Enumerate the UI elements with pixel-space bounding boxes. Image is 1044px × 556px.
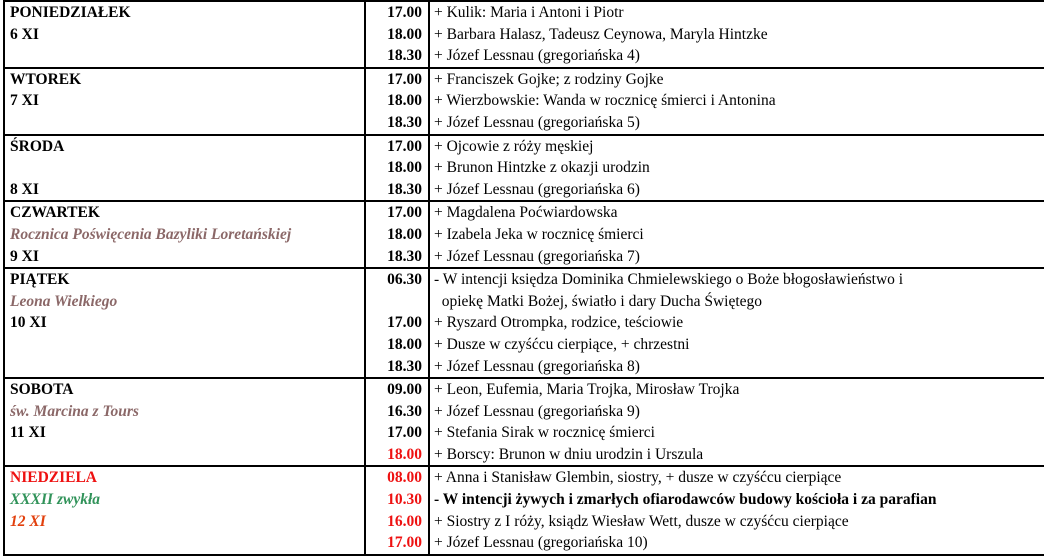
- mass-intention: + Józef Lessnau (gregoriańska 9): [434, 402, 640, 420]
- mass-time: 18.30: [387, 357, 422, 375]
- mass-time-cell: [365, 268, 429, 378]
- schedule-body: [4, 1, 1044, 555]
- mass-time-cell: [365, 68, 429, 135]
- day-row: [4, 68, 1044, 135]
- mass-intention: + Izabela Jeka w rocznicę śmierci: [434, 225, 644, 243]
- mass-intention: + Anna i Stanisław Glembin, siostry, + dusze w czyśćcu cierpiące: [434, 469, 842, 487]
- mass-intention: + Kulik: Maria i Antoni i Piotr: [434, 4, 624, 21]
- mass-time: 18.00: [387, 335, 422, 353]
- day-label-cell: [4, 268, 365, 378]
- mass-intention: + Magdalena Poćwiardowska: [434, 204, 618, 222]
- day-label-cell: [4, 201, 365, 268]
- day-row: [4, 268, 1044, 378]
- mass-time: 17.00: [387, 204, 422, 222]
- intention-cell: [429, 268, 1044, 378]
- mass-time: 17.00: [387, 534, 422, 552]
- mass-time: 18.30: [387, 180, 422, 198]
- mass-intention: + Brunon Hintzke z okazji urodzin: [434, 159, 650, 177]
- day-detail: 6 XI: [10, 25, 39, 43]
- mass-time-cell: [365, 378, 429, 466]
- mass-time: 18.00: [387, 225, 422, 243]
- intention-cell: [429, 378, 1044, 466]
- day-detail: 9 XI: [10, 247, 39, 265]
- mass-time-cell: [365, 1, 429, 68]
- day-row: [4, 1, 1044, 68]
- mass-time: 17.00: [387, 314, 422, 332]
- mass-time: 09.00: [387, 381, 422, 399]
- intention-cell: [429, 466, 1044, 554]
- mass-time: 10.30: [387, 491, 422, 509]
- mass-intention: + Barbara Halasz, Tadeusz Ceynowa, Maryla Hintzke: [434, 25, 768, 43]
- mass-intention: + Ryszard Otrompka, rodzice, teściowie: [434, 314, 684, 332]
- mass-time: 18.30: [387, 113, 422, 131]
- day-name: SOBOTA: [10, 381, 74, 399]
- day-label-cell: [4, 466, 365, 554]
- mass-time: 16.30: [387, 402, 422, 420]
- day-detail: 10 XI: [10, 314, 47, 332]
- mass-time: 18.00: [387, 445, 422, 463]
- mass-intention: + Stefania Sirak w rocznicę śmierci: [434, 424, 655, 442]
- mass-intention: - W intencji żywych i zmarłych ofiarodawców budowy kościoła i za parafian: [434, 491, 937, 509]
- mass-intention: + Franciszek Gojke; z rodziny Gojke: [434, 70, 664, 88]
- day-detail: św. Marcina z Tours: [10, 402, 139, 420]
- mass-intention: - W intencji księdza Dominika Chmielewskiego o Boże błogosławieństwo i: [434, 271, 904, 289]
- mass-time: 18.00: [387, 159, 422, 177]
- day-label-cell: [4, 135, 365, 202]
- mass-time: 17.00: [387, 4, 422, 21]
- day-detail: 8 XI: [10, 180, 39, 198]
- mass-time: 16.00: [387, 512, 422, 530]
- intention-cell: [429, 68, 1044, 135]
- day-detail: Leona Wielkiego: [10, 292, 118, 310]
- mass-intention: + Józef Lessnau (gregoriańska 10): [434, 534, 648, 552]
- day-label-cell: [4, 68, 365, 135]
- day-detail: [10, 444, 364, 466]
- mass-time: 17.00: [387, 70, 422, 88]
- mass-time: 08.00: [387, 469, 422, 487]
- day-detail: [10, 157, 364, 179]
- mass-intention: + Józef Lessnau (gregoriańska 7): [434, 247, 640, 265]
- mass-intention: + Dusze w czyśćcu cierpiące, + chrzestni: [434, 335, 690, 353]
- mass-time-cell: [365, 466, 429, 554]
- mass-time: 18.00: [387, 25, 422, 43]
- day-row: [4, 466, 1044, 554]
- mass-time: 18.30: [387, 47, 422, 65]
- mass-intention: + Ojcowie z róży męskiej: [434, 137, 594, 155]
- day-row: [4, 201, 1044, 268]
- mass-time-cell: [365, 201, 429, 268]
- day-label-cell: [4, 378, 365, 466]
- day-name: NIEDZIELA: [10, 469, 97, 487]
- day-detail: 12 XI: [10, 512, 46, 530]
- mass-time: 18.30: [387, 247, 422, 265]
- mass-intention: + Leon, Eufemia, Maria Trojka, Mirosław Trojka: [434, 381, 740, 399]
- intention-cell: [429, 201, 1044, 268]
- intention-cell: [429, 135, 1044, 202]
- day-name: ŚRODA: [10, 137, 65, 155]
- day-detail: Rocznica Poświęcenia Bazyliki Loretańskiej: [10, 225, 292, 243]
- day-name: PIĄTEK: [10, 271, 70, 289]
- mass-time: 06.30: [387, 271, 422, 289]
- mass-time: [366, 291, 422, 313]
- mass-intention: + Józef Lessnau (gregoriańska 5): [434, 113, 640, 131]
- mass-schedule-table: [3, 0, 1044, 556]
- day-detail: 11 XI: [10, 424, 46, 442]
- mass-intention: + Wierzbowskie: Wanda w rocznicę śmierci i Antonina: [434, 92, 776, 110]
- mass-intention: + Siostry z I róży, ksiądz Wiesław Wett, dusze w czyśćcu cierpiące: [434, 512, 849, 530]
- day-row: [4, 378, 1044, 466]
- day-detail: [10, 45, 364, 67]
- mass-time-cell: [365, 135, 429, 202]
- day-detail: [10, 532, 364, 554]
- mass-intention: + Józef Lessnau (gregoriańska 4): [434, 47, 640, 65]
- day-name: PONIEDZIAŁEK: [10, 4, 131, 21]
- day-row: [4, 135, 1044, 202]
- day-detail: [10, 356, 364, 378]
- mass-intention: + Borscy: Brunon w dniu urodzin i Urszula: [434, 445, 704, 463]
- day-name: WTOREK: [10, 70, 82, 88]
- day-detail: [10, 112, 364, 134]
- mass-time: 18.00: [387, 92, 422, 110]
- intention-cell: [429, 1, 1044, 68]
- day-detail: [10, 334, 364, 356]
- mass-time: 17.00: [387, 424, 422, 442]
- day-detail: XXXII zwykła: [10, 491, 101, 509]
- day-detail: 7 XI: [10, 92, 39, 110]
- day-name: CZWARTEK: [10, 204, 100, 222]
- mass-intention: opiekę Matki Bożej, światło i dary Ducha Świętego: [434, 292, 763, 310]
- mass-intention: + Józef Lessnau (gregoriańska 6): [434, 180, 640, 198]
- mass-time: 17.00: [387, 137, 422, 155]
- mass-intention: + Józef Lessnau (gregoriańska 8): [434, 357, 640, 375]
- day-label-cell: [4, 1, 365, 68]
